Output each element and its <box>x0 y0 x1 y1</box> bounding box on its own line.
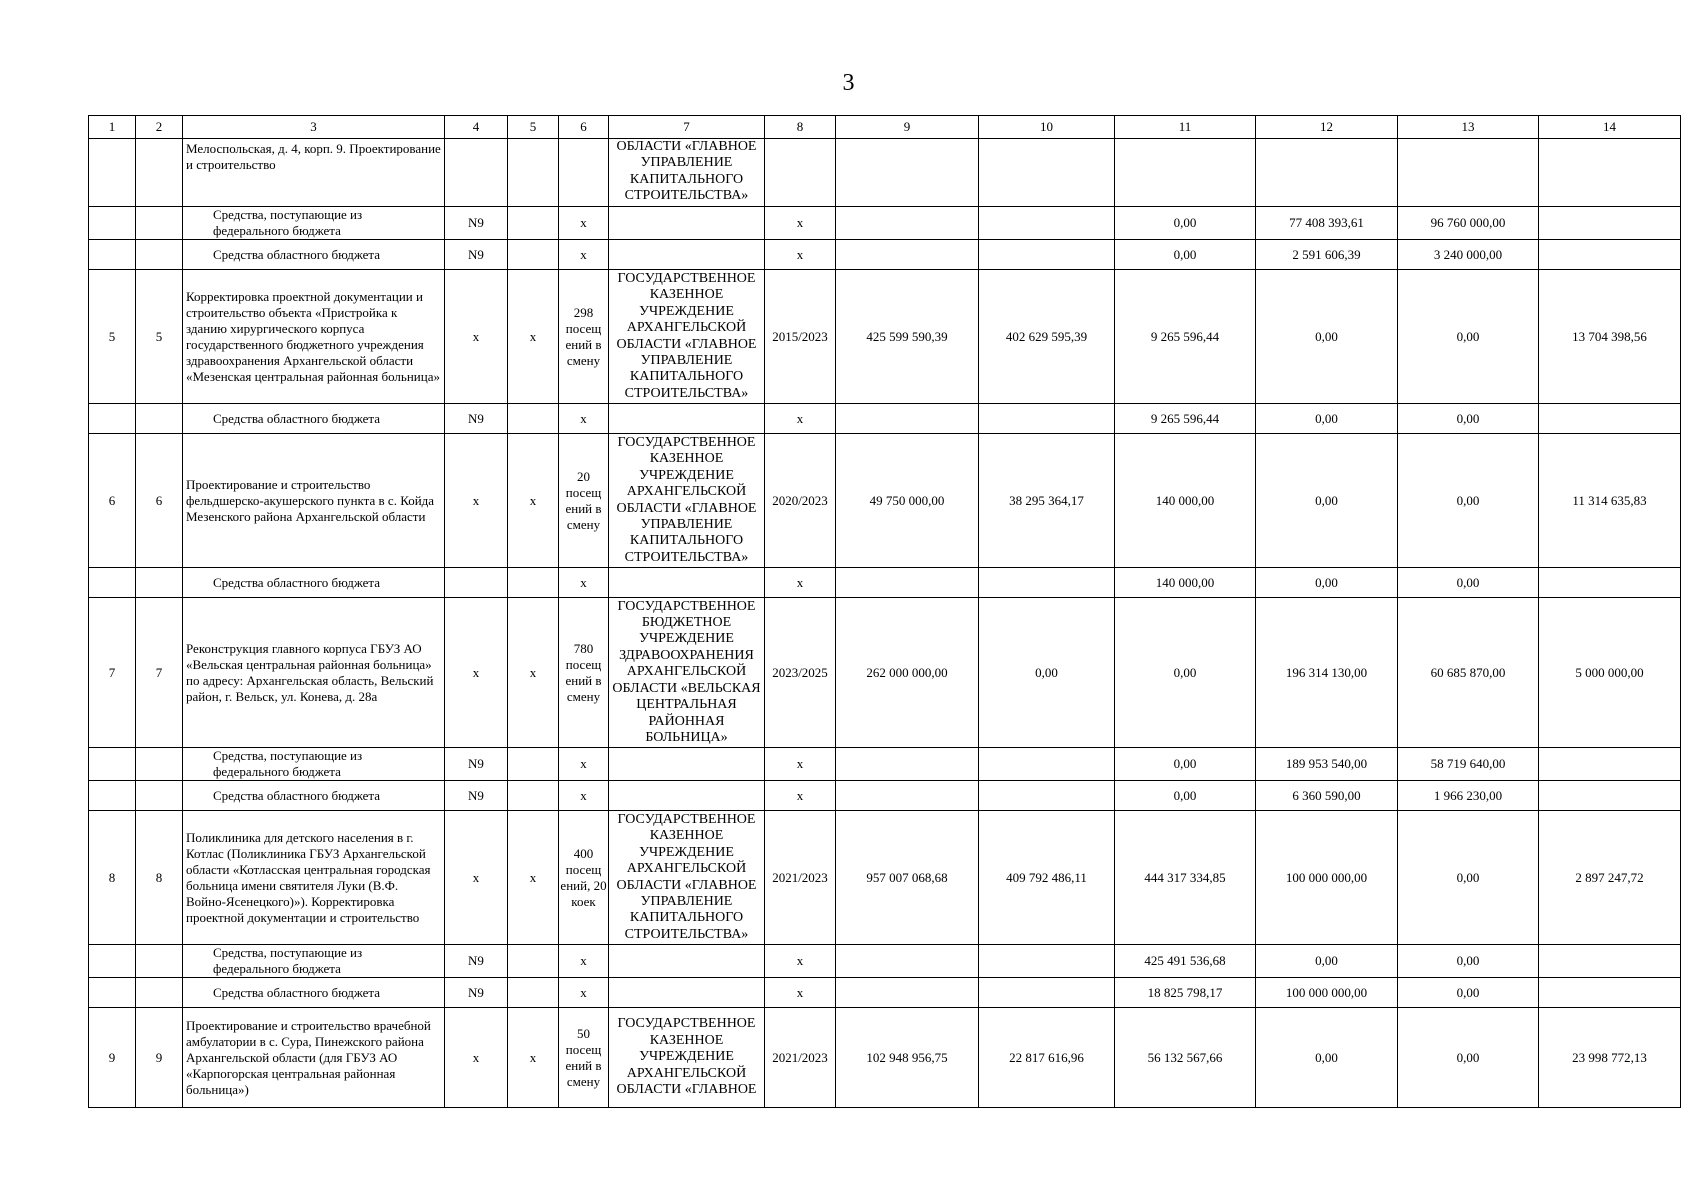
cell-col-13: 0,00 <box>1398 811 1539 945</box>
funding-source-label: Средства, поступающие из федерального бюджета <box>183 748 445 781</box>
row-number: 8 <box>89 811 136 945</box>
item-number <box>136 240 183 270</box>
cell-col-5 <box>508 748 559 781</box>
responsible-organization: ГОСУДАРСТВЕННОЕ КАЗЕННОЕ УЧРЕЖДЕНИЕ АРХАНГЕЛЬСКОЙ ОБЛАСТИ «ГЛАВНОЕ УПРАВЛЕНИЕ КАПИТАЛЬНОГО СТРОИТЕЛЬСТВА» <box>609 434 765 568</box>
period: x <box>765 404 836 434</box>
cell-col-12: 2 591 606,39 <box>1256 240 1398 270</box>
cell-col-14: 23 998 772,13 <box>1539 1008 1681 1108</box>
cell-col-11: 0,00 <box>1115 781 1256 811</box>
cell-col-4: x <box>445 270 508 404</box>
item-number: 7 <box>136 598 183 748</box>
row-number: 9 <box>89 1008 136 1108</box>
item-number <box>136 139 183 207</box>
cell-col-5: x <box>508 270 559 404</box>
cell-col-12: 0,00 <box>1256 270 1398 404</box>
cell-col-11: 0,00 <box>1115 598 1256 748</box>
cell-col-13: 58 719 640,00 <box>1398 748 1539 781</box>
budget-table <box>88 115 1681 1108</box>
cell-col-11: 425 491 536,68 <box>1115 945 1256 978</box>
cell-col-11: 9 265 596,44 <box>1115 270 1256 404</box>
object-row <box>89 270 1681 404</box>
col-header: 4 <box>445 116 508 139</box>
funding-row <box>89 568 1681 598</box>
cell-col-9 <box>836 240 979 270</box>
cell-col-12: 100 000 000,00 <box>1256 978 1398 1008</box>
funding-source-label: Средства, поступающие из федерального бюджета <box>183 207 445 240</box>
item-number: 5 <box>136 270 183 404</box>
cell-col-4: x <box>445 811 508 945</box>
item-number <box>136 568 183 598</box>
cell-col-5: x <box>508 434 559 568</box>
cell-col-12: 0,00 <box>1256 568 1398 598</box>
cell-col-14 <box>1539 945 1681 978</box>
cell-col-6: 400 посещ ений, 20 коек <box>559 811 609 945</box>
period: x <box>765 781 836 811</box>
responsible-organization <box>609 404 765 434</box>
funding-source-label: Средства областного бюджета <box>183 240 445 270</box>
cell-col-11: 56 132 567,66 <box>1115 1008 1256 1108</box>
cell-col-13: 96 760 000,00 <box>1398 207 1539 240</box>
cell-col-9: 262 000 000,00 <box>836 598 979 748</box>
cell-col-14 <box>1539 568 1681 598</box>
cell-col-4: N9 <box>445 207 508 240</box>
responsible-organization <box>609 781 765 811</box>
cell-col-10 <box>979 139 1115 207</box>
cell-col-13: 60 685 870,00 <box>1398 598 1539 748</box>
cell-col-9 <box>836 978 979 1008</box>
cell-col-9 <box>836 748 979 781</box>
cell-col-4: N9 <box>445 748 508 781</box>
period: x <box>765 240 836 270</box>
cell-col-11: 18 825 798,17 <box>1115 978 1256 1008</box>
continuation-row <box>89 139 1681 207</box>
cell-col-12: 0,00 <box>1256 1008 1398 1108</box>
period: 2021/2023 <box>765 1008 836 1108</box>
cell-col-12: 100 000 000,00 <box>1256 811 1398 945</box>
object-row <box>89 598 1681 748</box>
cell-col-11: 0,00 <box>1115 240 1256 270</box>
cell-col-11: 140 000,00 <box>1115 434 1256 568</box>
row-number <box>89 207 136 240</box>
cell-col-10: 22 817 616,96 <box>979 1008 1115 1108</box>
item-number <box>136 748 183 781</box>
cell-col-5: x <box>508 598 559 748</box>
item-number <box>136 945 183 978</box>
cell-col-14 <box>1539 240 1681 270</box>
col-header: 10 <box>979 116 1115 139</box>
row-number <box>89 781 136 811</box>
cell-col-9 <box>836 404 979 434</box>
cell-col-9: 102 948 956,75 <box>836 1008 979 1108</box>
cell-col-10 <box>979 748 1115 781</box>
funding-row <box>89 207 1681 240</box>
cell-col-9 <box>836 139 979 207</box>
cell-col-6: 50 посещ ений в смену <box>559 1008 609 1108</box>
cell-col-11: 0,00 <box>1115 207 1256 240</box>
cell-col-4: N9 <box>445 945 508 978</box>
responsible-organization <box>609 240 765 270</box>
cell-col-6: x <box>559 978 609 1008</box>
cell-col-12: 0,00 <box>1256 945 1398 978</box>
object-description: Мелоспольская, д. 4, корп. 9. Проектирование и строительство <box>183 139 445 207</box>
cell-col-6: 298 посещ ений в смену <box>559 270 609 404</box>
cell-col-14 <box>1539 139 1681 207</box>
cell-col-14: 2 897 247,72 <box>1539 811 1681 945</box>
object-description: Поликлиника для детского населения в г. Котлас (Поликлиника ГБУЗ Архангельской области «Котласская центральная городская больница имени святителя Луки (В.Ф. Войно-Ясенецкого)»). Корректировка проектной документации и строительство <box>183 811 445 945</box>
period: 2015/2023 <box>765 270 836 404</box>
responsible-organization <box>609 978 765 1008</box>
cell-col-13: 0,00 <box>1398 434 1539 568</box>
period <box>765 139 836 207</box>
period: x <box>765 945 836 978</box>
cell-col-14 <box>1539 978 1681 1008</box>
funding-row <box>89 404 1681 434</box>
cell-col-10 <box>979 781 1115 811</box>
responsible-organization: ГОСУДАРСТВЕННОЕ КАЗЕННОЕ УЧРЕЖДЕНИЕ АРХАНГЕЛЬСКОЙ ОБЛАСТИ «ГЛАВНОЕ УПРАВЛЕНИЕ КАПИТАЛЬНОГО СТРОИТЕЛЬСТВА» <box>609 270 765 404</box>
cell-col-6: 20 посещ ений в смену <box>559 434 609 568</box>
cell-col-14 <box>1539 748 1681 781</box>
cell-col-10 <box>979 240 1115 270</box>
cell-col-4: N9 <box>445 978 508 1008</box>
cell-col-6 <box>559 139 609 207</box>
cell-col-11 <box>1115 139 1256 207</box>
object-description: Реконструкция главного корпуса ГБУЗ АО «Вельская центральная районная больница» по адресу: Архангельская область, Вельский район, г. Вельск, ул. Конева, д. 28а <box>183 598 445 748</box>
cell-col-9: 49 750 000,00 <box>836 434 979 568</box>
cell-col-5 <box>508 781 559 811</box>
col-header: 3 <box>183 116 445 139</box>
period: 2023/2025 <box>765 598 836 748</box>
cell-col-5 <box>508 207 559 240</box>
cell-col-12: 0,00 <box>1256 404 1398 434</box>
cell-col-10 <box>979 404 1115 434</box>
cell-col-12: 77 408 393,61 <box>1256 207 1398 240</box>
cell-col-4: N9 <box>445 240 508 270</box>
cell-col-12: 6 360 590,00 <box>1256 781 1398 811</box>
cell-col-12: 0,00 <box>1256 434 1398 568</box>
object-row <box>89 811 1681 945</box>
cell-col-14 <box>1539 781 1681 811</box>
col-header: 14 <box>1539 116 1681 139</box>
cell-col-13: 3 240 000,00 <box>1398 240 1539 270</box>
row-number: 6 <box>89 434 136 568</box>
cell-col-6: x <box>559 404 609 434</box>
col-header: 13 <box>1398 116 1539 139</box>
cell-col-13: 0,00 <box>1398 270 1539 404</box>
item-number <box>136 207 183 240</box>
funding-source-label: Средства областного бюджета <box>183 978 445 1008</box>
funding-source-label: Средства, поступающие из федерального бюджета <box>183 945 445 978</box>
cell-col-4: x <box>445 434 508 568</box>
funding-row <box>89 978 1681 1008</box>
object-description: Проектирование и строительство фельдшерско-акушерского пункта в с. Койда Мезенского района Архангельской области <box>183 434 445 568</box>
cell-col-12: 196 314 130,00 <box>1256 598 1398 748</box>
funding-source-label: Средства областного бюджета <box>183 568 445 598</box>
cell-col-11: 140 000,00 <box>1115 568 1256 598</box>
cell-col-9 <box>836 207 979 240</box>
cell-col-6: x <box>559 945 609 978</box>
cell-col-10 <box>979 945 1115 978</box>
cell-col-6: 780 посещ ений в смену <box>559 598 609 748</box>
cell-col-10: 0,00 <box>979 598 1115 748</box>
cell-col-6: x <box>559 781 609 811</box>
period: 2020/2023 <box>765 434 836 568</box>
cell-col-13: 0,00 <box>1398 945 1539 978</box>
cell-col-4: N9 <box>445 404 508 434</box>
row-number: 7 <box>89 598 136 748</box>
cell-col-5: x <box>508 1008 559 1108</box>
cell-col-4: x <box>445 1008 508 1108</box>
col-header: 7 <box>609 116 765 139</box>
col-header: 12 <box>1256 116 1398 139</box>
cell-col-5 <box>508 978 559 1008</box>
cell-col-9: 957 007 068,68 <box>836 811 979 945</box>
cell-col-13: 0,00 <box>1398 404 1539 434</box>
cell-col-5 <box>508 568 559 598</box>
responsible-organization <box>609 748 765 781</box>
row-number <box>89 978 136 1008</box>
col-header: 1 <box>89 116 136 139</box>
cell-col-5 <box>508 945 559 978</box>
row-number <box>89 240 136 270</box>
item-number <box>136 781 183 811</box>
period: 2021/2023 <box>765 811 836 945</box>
cell-col-13: 0,00 <box>1398 568 1539 598</box>
cell-col-9 <box>836 945 979 978</box>
cell-col-14: 5 000 000,00 <box>1539 598 1681 748</box>
responsible-organization: ГОСУДАРСТВЕННОЕ КАЗЕННОЕ УЧРЕЖДЕНИЕ АРХАНГЕЛЬСКОЙ ОБЛАСТИ «ГЛАВНОЕ <box>609 1008 765 1108</box>
cell-col-4 <box>445 139 508 207</box>
object-description: Корректировка проектной документации и строительство объекта «Пристройка к зданию хирургического корпуса государственного бюджетного учреждения здравоохранения Архангельской области «Мезенская центральная районная больница» <box>183 270 445 404</box>
cell-col-6: x <box>559 568 609 598</box>
col-header: 6 <box>559 116 609 139</box>
cell-col-12 <box>1256 139 1398 207</box>
col-header: 11 <box>1115 116 1256 139</box>
item-number: 6 <box>136 434 183 568</box>
row-number <box>89 748 136 781</box>
cell-col-10 <box>979 978 1115 1008</box>
cell-col-12: 189 953 540,00 <box>1256 748 1398 781</box>
period: x <box>765 568 836 598</box>
responsible-organization <box>609 945 765 978</box>
period: x <box>765 978 836 1008</box>
period: x <box>765 207 836 240</box>
cell-col-11: 0,00 <box>1115 748 1256 781</box>
row-number <box>89 139 136 207</box>
item-number <box>136 404 183 434</box>
cell-col-6: x <box>559 207 609 240</box>
object-description: Проектирование и строительство врачебной амбулатории в с. Сура, Пинежского района Архангельской области (для ГБУЗ АО «Карпогорская центральная районная больница») <box>183 1008 445 1108</box>
cell-col-9 <box>836 568 979 598</box>
cell-col-5: x <box>508 811 559 945</box>
row-number <box>89 945 136 978</box>
cell-col-5 <box>508 404 559 434</box>
funding-source-label: Средства областного бюджета <box>183 404 445 434</box>
cell-col-4: x <box>445 598 508 748</box>
item-number: 8 <box>136 811 183 945</box>
cell-col-10: 402 629 595,39 <box>979 270 1115 404</box>
funding-row <box>89 945 1681 978</box>
item-number: 9 <box>136 1008 183 1108</box>
responsible-organization: ОБЛАСТИ «ГЛАВНОЕ УПРАВЛЕНИЕ КАПИТАЛЬНОГО СТРОИТЕЛЬСТВА» <box>609 139 765 207</box>
page-number: 3 <box>842 70 855 96</box>
responsible-organization <box>609 207 765 240</box>
cell-col-13 <box>1398 139 1539 207</box>
cell-col-10 <box>979 207 1115 240</box>
cell-col-10: 409 792 486,11 <box>979 811 1115 945</box>
cell-col-9 <box>836 781 979 811</box>
header-row <box>89 116 1681 139</box>
cell-col-10 <box>979 568 1115 598</box>
cell-col-9: 425 599 590,39 <box>836 270 979 404</box>
funding-row <box>89 781 1681 811</box>
cell-col-5 <box>508 240 559 270</box>
row-number <box>89 404 136 434</box>
col-header: 2 <box>136 116 183 139</box>
cell-col-14: 13 704 398,56 <box>1539 270 1681 404</box>
responsible-organization: ГОСУДАРСТВЕННОЕ КАЗЕННОЕ УЧРЕЖДЕНИЕ АРХАНГЕЛЬСКОЙ ОБЛАСТИ «ГЛАВНОЕ УПРАВЛЕНИЕ КАПИТАЛЬНОГО СТРОИТЕЛЬСТВА» <box>609 811 765 945</box>
col-header: 9 <box>836 116 979 139</box>
row-number: 5 <box>89 270 136 404</box>
object-row <box>89 1008 1681 1108</box>
object-row <box>89 434 1681 568</box>
cell-col-14 <box>1539 404 1681 434</box>
period: x <box>765 748 836 781</box>
col-header: 5 <box>508 116 559 139</box>
cell-col-11: 444 317 334,85 <box>1115 811 1256 945</box>
funding-row <box>89 240 1681 270</box>
cell-col-6: x <box>559 748 609 781</box>
item-number <box>136 978 183 1008</box>
cell-col-14: 11 314 635,83 <box>1539 434 1681 568</box>
cell-col-4 <box>445 568 508 598</box>
cell-col-6: x <box>559 240 609 270</box>
cell-col-13: 0,00 <box>1398 978 1539 1008</box>
cell-col-11: 9 265 596,44 <box>1115 404 1256 434</box>
cell-col-5 <box>508 139 559 207</box>
col-header: 8 <box>765 116 836 139</box>
responsible-organization <box>609 568 765 598</box>
cell-col-14 <box>1539 207 1681 240</box>
cell-col-13: 1 966 230,00 <box>1398 781 1539 811</box>
cell-col-13: 0,00 <box>1398 1008 1539 1108</box>
funding-source-label: Средства областного бюджета <box>183 781 445 811</box>
row-number <box>89 568 136 598</box>
responsible-organization: ГОСУДАРСТВЕННОЕ БЮДЖЕТНОЕ УЧРЕЖДЕНИЕ ЗДРАВООХРАНЕНИЯ АРХАНГЕЛЬСКОЙ ОБЛАСТИ «ВЕЛЬСКАЯ ЦЕНТРАЛЬНАЯ РАЙОННАЯ БОЛЬНИЦА» <box>609 598 765 748</box>
cell-col-10: 38 295 364,17 <box>979 434 1115 568</box>
funding-row <box>89 748 1681 781</box>
cell-col-4: N9 <box>445 781 508 811</box>
